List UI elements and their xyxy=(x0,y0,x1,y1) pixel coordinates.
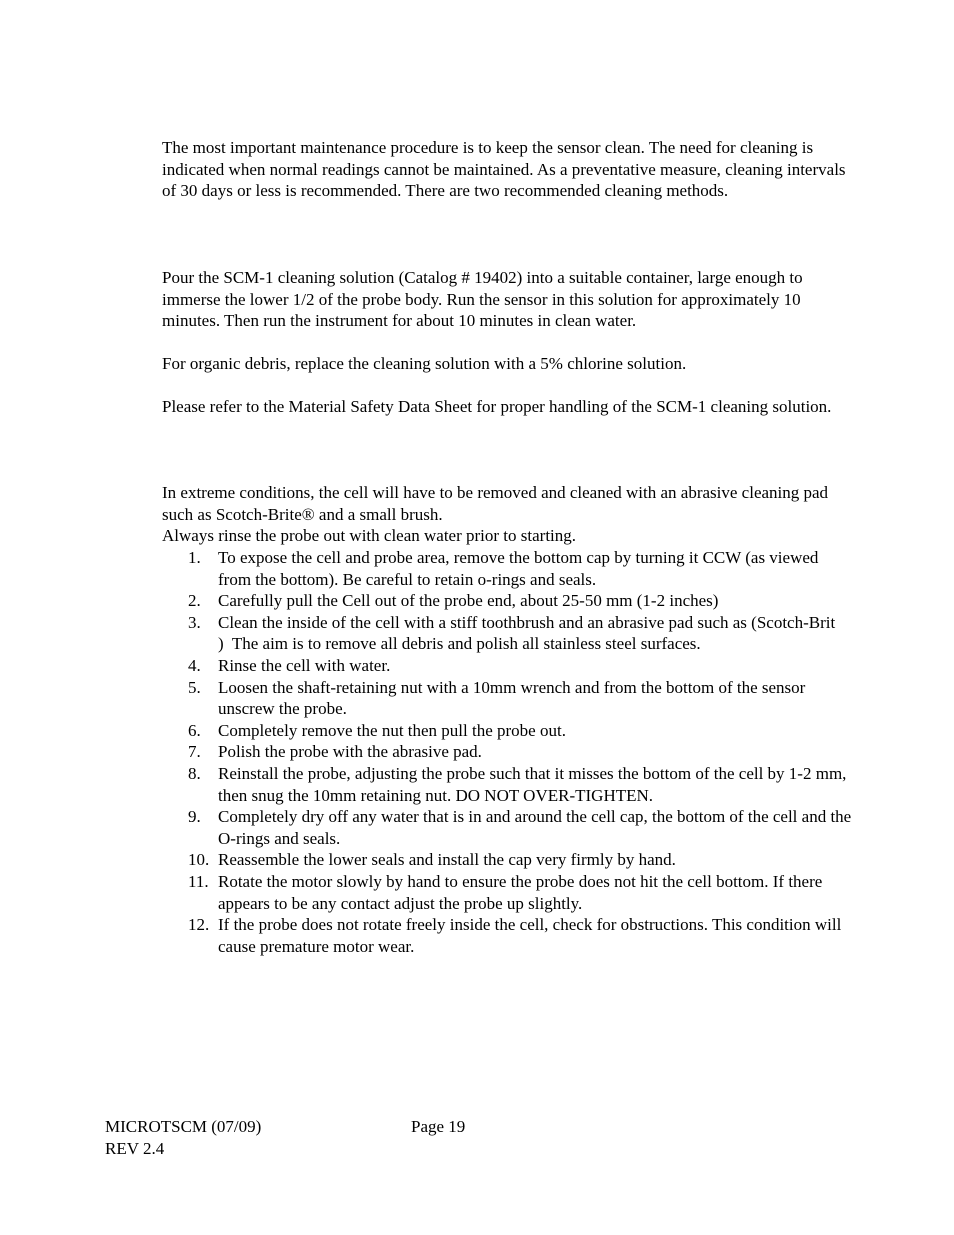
step-text: Reinstall the probe, adjusting the probe such that it misses the bottom of the cell by 1-2 mm, then snug the 10mm retaining nut. DO NOT OVER-TIGHTEN. xyxy=(218,763,847,805)
cleaning-steps-list xyxy=(162,547,857,957)
step-number: 9. xyxy=(188,807,201,827)
step-number: 2. xyxy=(188,591,201,611)
step-text: Carefully pull the Cell out of the probe end, about 25-50 mm (1-2 inches) xyxy=(218,591,719,611)
step-text: Completely remove the nut then pull the probe out. xyxy=(218,720,566,740)
step-number: 7. xyxy=(188,742,201,762)
list-item xyxy=(162,720,852,742)
list-item xyxy=(162,547,852,590)
list-item xyxy=(162,806,852,849)
footer-page-number: Page 19 xyxy=(411,1117,466,1136)
step-number: 6. xyxy=(188,720,201,740)
rinse-note: Always rinse the probe out with clean water prior to starting. xyxy=(162,526,577,546)
list-item xyxy=(162,590,852,612)
step-number: 8. xyxy=(188,763,201,783)
abrasive-cleaning-intro xyxy=(162,482,852,547)
list-item xyxy=(162,871,852,914)
list-item xyxy=(162,612,857,655)
step-number: 5. xyxy=(188,677,201,697)
step-number: 12. xyxy=(188,915,210,935)
footer-doc-id: MICROTSCM (07/09) xyxy=(105,1117,262,1136)
step-text: If the probe does not rotate freely inside the cell, check for obstructions. This condition will cause premature motor wear. xyxy=(218,915,842,956)
list-item xyxy=(162,914,852,957)
step-number: 11. xyxy=(188,871,209,891)
step-number: 1. xyxy=(188,548,201,567)
step-text: Reassemble the lower seals and install the cap very firmly by hand. xyxy=(218,850,676,870)
solution-cleaning-instructions: Pour the SCM-1 cleaning solution (Catalog # 19402) into a suitable container, large enough to immerse the lower 1/2 of the probe body. Run the sensor in this solution for approximately 10 minutes. Then run the instrument for about 10 minutes in clean water. xyxy=(162,268,803,331)
step-text: To expose the cell and probe area, remove the bottom cap by turning it CCW (as viewed from the bottom). Be careful to retain o-rings and seals. xyxy=(218,548,819,589)
step-text: Rinse the cell with water. xyxy=(218,655,391,675)
step-text: Clean the inside of the cell with a stiff toothbrush and an abrasive pad such as (Scotch-Brit ) The aim is to remove all debris and polish all stainless steel surfaces. xyxy=(218,612,857,654)
msds-safety-note: Please refer to the Material Safety Data Sheet for proper handling of the SCM-1 cleaning solution. xyxy=(162,397,832,416)
step-text: Loosen the shaft-retaining nut with a 10mm wrench and from the bottom of the sensor unscrew the probe. xyxy=(218,677,806,719)
footer-revision: REV 2.4 xyxy=(105,1138,165,1158)
intro-paragraph: The most important maintenance procedure is to keep the sensor clean. The need for cleaning is indicated when normal readings cannot be maintained. As a preventative measure, cleaning intervals of 30 days or less is recommended. There are two recommended cleaning methods. xyxy=(162,138,846,201)
list-item xyxy=(162,655,852,677)
list-item xyxy=(162,849,852,871)
step-text: Completely dry off any water that is in and around the cell cap, the bottom of the cell and the O-rings and seals. xyxy=(218,807,852,848)
list-item xyxy=(162,677,852,720)
abrasive-cleaning-text: In extreme conditions, the cell will have to be removed and cleaned with an abrasive cleaning pad such as Scotch-Brite® and a small brush. xyxy=(162,483,829,524)
list-item xyxy=(162,741,852,763)
step-number: 3. xyxy=(188,612,201,632)
step-text: Rotate the motor slowly by hand to ensure the probe does not hit the cell bottom. If there appears to be any contact adjust the probe up slightly. xyxy=(218,871,823,913)
footer-doc-info xyxy=(105,1116,261,1159)
organic-debris-note: For organic debris, replace the cleaning solution with a 5% chlorine solution. xyxy=(162,354,687,373)
step-number: 10. xyxy=(188,850,210,870)
list-item xyxy=(162,763,852,806)
step-text: Polish the probe with the abrasive pad. xyxy=(218,742,482,762)
step-number: 4. xyxy=(188,655,201,675)
